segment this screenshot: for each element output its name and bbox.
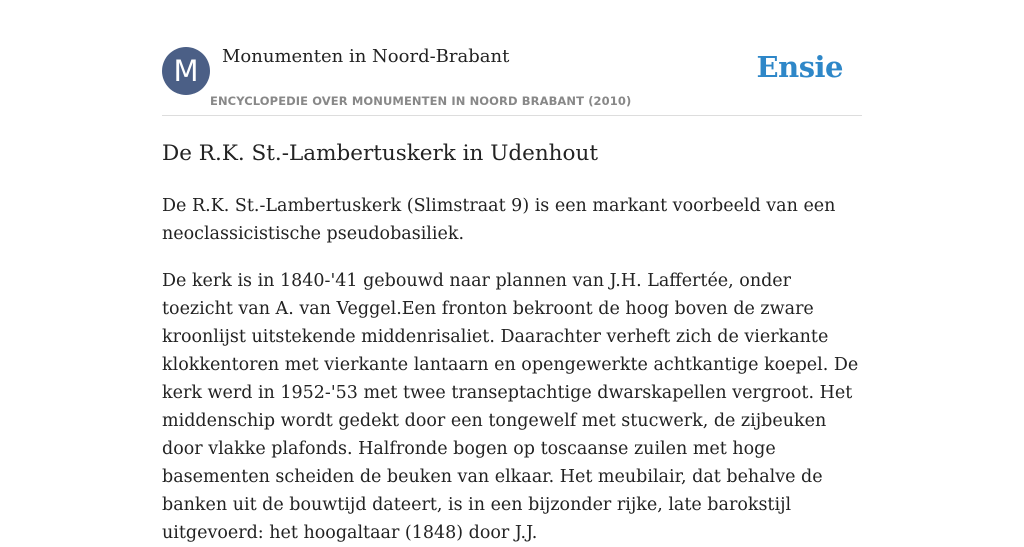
site-title[interactable]: Monumenten in Noord-Brabant [222,46,510,67]
ensie-logo[interactable]: Ensie [756,50,843,84]
site-subtitle: ENCYCLOPEDIE OVER MONUMENTEN IN NOORD BRABANT (2010) [210,94,632,108]
site-header [162,0,862,116]
article-title: De R.K. St.-Lambertuskerk in Udenhout [162,141,598,166]
article-paragraph-1: De R.K. St.-Lambertuskerk (Slimstraat 9) is een markant voorbeeld van een neoclassicistische pseudobasiliek. [162,196,836,244]
avatar[interactable]: M [162,47,210,95]
article-paragraph-2: De kerk is in 1840-'41 gebouwd naar plannen van J.H. Laffertée, onder toezicht van A. van Veggel.Een fronton bekroont de hoog boven de zware kroonlijst uitstekende middenrisaliet. Daarachter verheft zich de vierkante klokkentoren met vierkante lantaarn en opengewerkte achtkantige koepel. De kerk werd in 1952-'53 met twee transeptachtige dwarskapellen vergroot. Het middenschip wordt gedekt door een tongewelf met stucwerk, de zijbeuken door vlakke plafonds. Halfronde bogen op toscaanse zuilen met hoge basementen scheiden de beuken van elkaar. Het meubilair, dat behalve de banken uit de bouwtijd dateert, is in een bijzonder rijke, late barokstijl uitgevoerd: het hoogaltaar (1848) door J.J. [162,271,859,543]
content-container [162,0,862,543]
